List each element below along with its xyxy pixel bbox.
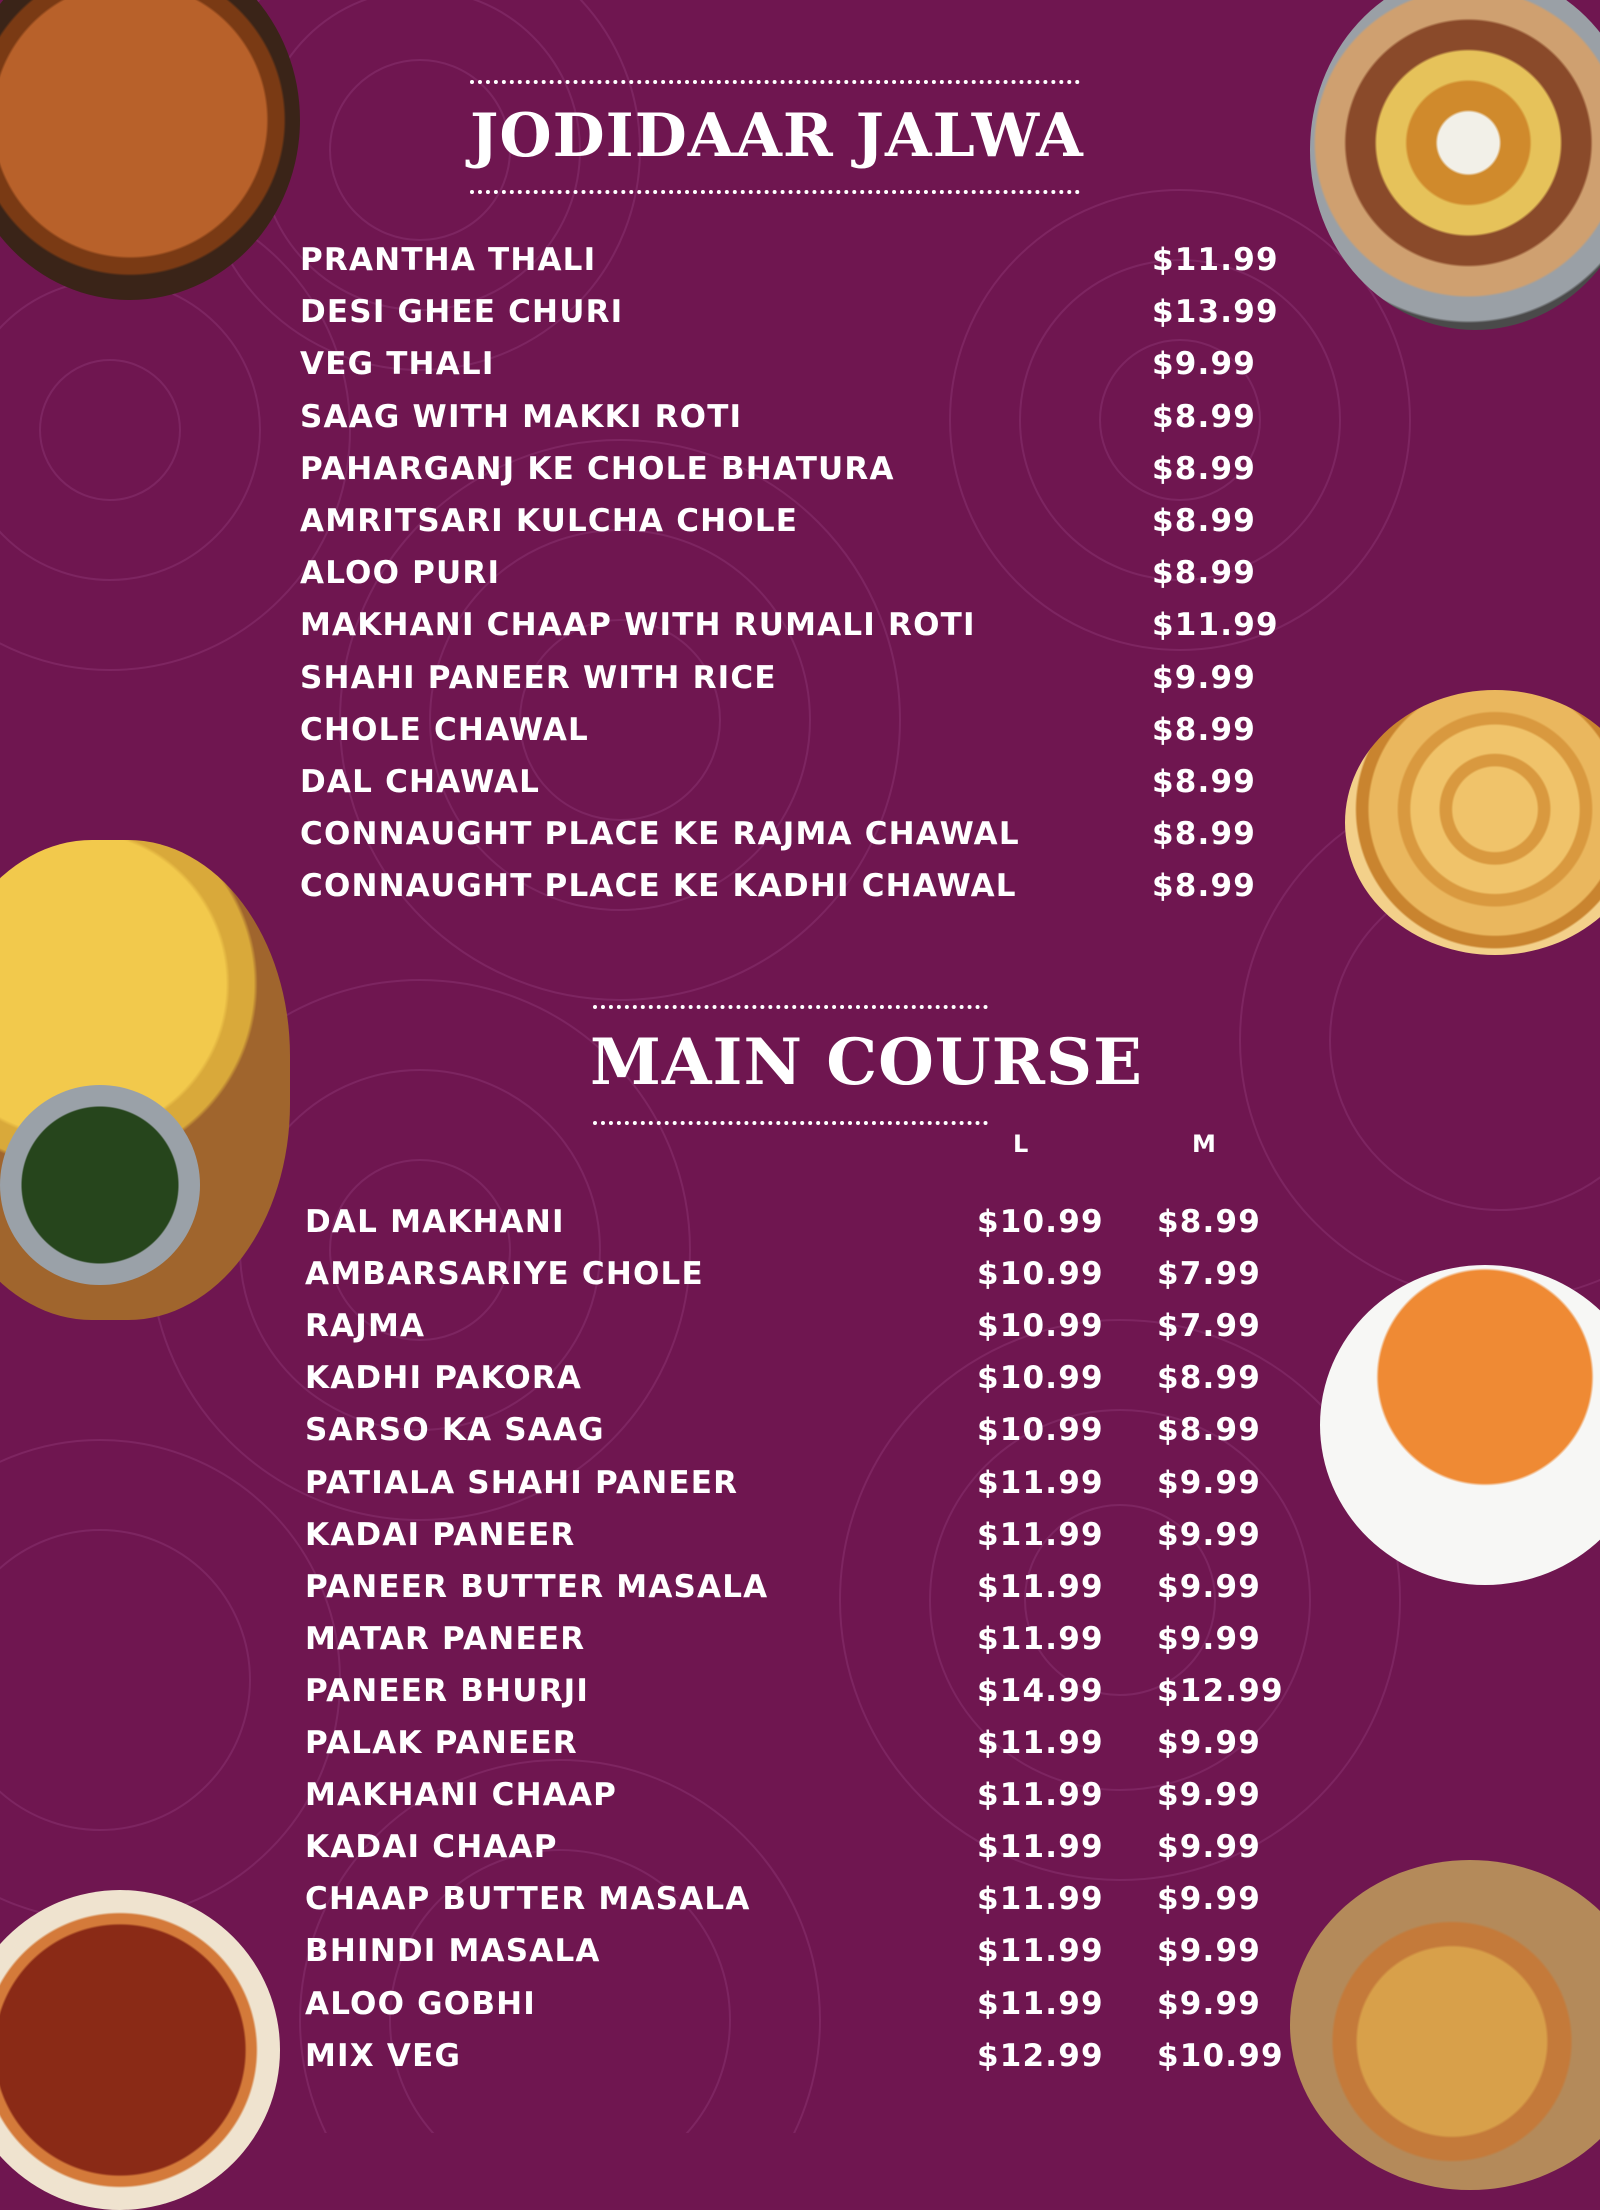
menu-item-price-large: $11.99	[977, 1568, 1104, 1605]
menu-item-price-medium: $8.99	[1157, 1204, 1262, 1240]
menu-item-price-medium: $9.99	[1157, 1777, 1262, 1814]
menu-item-name: AMRITSARI KULCHA CHOLE	[300, 503, 799, 539]
menu-item-name: VEG THALI	[300, 346, 495, 383]
menu-item-price-medium: $7.99	[1157, 1256, 1262, 1293]
menu-item-price-large: $11.99	[977, 1777, 1104, 1814]
menu-item-name: SARSO KA SAAG	[305, 1412, 605, 1449]
menu-item-name: SAAG WITH MAKKI ROTI	[300, 398, 743, 435]
menu-item-price-medium: $9.99	[1157, 1881, 1262, 1918]
dotted-divider-top	[593, 1005, 988, 1009]
section-title: JODIDAAR JALWA	[470, 101, 1084, 171]
menu-item-price: $8.99	[1152, 764, 1257, 800]
menu-item-price-medium: $9.99	[1157, 1620, 1262, 1657]
menu-item-price-medium: $9.99	[1157, 1985, 1262, 2022]
dotted-divider-bottom	[470, 190, 1080, 194]
menu-item-price: $8.99	[1152, 816, 1257, 853]
menu-item-price: $8.99	[1152, 555, 1257, 592]
main-course-list	[305, 1202, 1305, 2082]
menu-item-name: PANEER BUTTER MASALA	[305, 1568, 769, 1605]
thali-plate-image	[1310, 0, 1600, 330]
menu-item-name: MAKHANI CHAAP	[305, 1777, 618, 1814]
menu-item-name: RAJMA	[305, 1308, 426, 1345]
menu-item-price-large: $10.99	[977, 1412, 1104, 1449]
menu-item-price: $11.99	[1152, 242, 1279, 278]
menu-item-name: MAKHANI CHAAP WITH RUMALI ROTI	[300, 607, 976, 644]
paneer-curry-bowl-image	[1320, 1265, 1600, 1585]
menu-item-price-large: $11.99	[977, 1516, 1104, 1553]
menu-item-price-medium: $9.99	[1157, 1516, 1262, 1553]
menu-item-price: $11.99	[1152, 607, 1279, 644]
menu-item-name: CHAAP BUTTER MASALA	[305, 1881, 751, 1918]
menu-item-price: $8.99	[1152, 711, 1257, 748]
menu-item-name: KADHI PAKORA	[305, 1360, 583, 1397]
menu-item-price-large: $10.99	[977, 1360, 1104, 1397]
menu-item-price-medium: $9.99	[1157, 1725, 1262, 1761]
menu-item-price-medium: $9.99	[1157, 1829, 1262, 1866]
menu-item-price-large: $10.99	[977, 1308, 1104, 1345]
size-large-column-header: L	[1013, 1130, 1030, 1158]
menu-item-name: DAL MAKHANI	[305, 1204, 565, 1240]
menu-item-price-large: $11.99	[977, 1464, 1104, 1501]
menu-item-price-large: $11.99	[977, 1829, 1104, 1866]
menu-item-price: $8.99	[1152, 398, 1257, 435]
paratha-image	[1345, 690, 1600, 955]
jodidaar-jalwa-list	[300, 240, 1300, 920]
menu-item-price: $8.99	[1152, 868, 1257, 905]
menu-item-name: BHINDI MASALA	[305, 1933, 601, 1970]
menu-item-price: $8.99	[1152, 450, 1257, 487]
menu-item-price-medium: $8.99	[1157, 1412, 1262, 1449]
menu-item-name: AMBARSARIYE CHOLE	[305, 1256, 704, 1293]
menu-item-price: $13.99	[1152, 294, 1279, 331]
menu-item-name: SHAHI PANEER WITH RICE	[300, 659, 777, 696]
menu-item-name: MIX VEG	[305, 2037, 462, 2074]
menu-item-price-large: $11.99	[977, 1985, 1104, 2022]
menu-item-name: ALOO PURI	[300, 555, 501, 592]
menu-item-price-medium: $9.99	[1157, 1464, 1262, 1501]
menu-item-price-medium: $9.99	[1157, 1933, 1262, 1970]
menu-item-name: CONNAUGHT PLACE KE RAJMA CHAWAL	[300, 816, 1020, 853]
menu-item-price-medium: $9.99	[1157, 1568, 1262, 1605]
menu-item-name: PATIALA SHAHI PANEER	[305, 1464, 739, 1501]
menu-item-name: DAL CHAWAL	[300, 764, 541, 800]
size-medium-column-header: M	[1192, 1130, 1217, 1158]
menu-item-name: PALAK PANEER	[305, 1725, 578, 1761]
menu-item-price-large: $10.99	[977, 1204, 1104, 1240]
menu-item-price: $9.99	[1152, 659, 1257, 696]
menu-item-price-medium: $10.99	[1157, 2037, 1284, 2074]
menu-item-name: ALOO GOBHI	[305, 1985, 537, 2022]
rajma-bowl-image	[0, 1890, 280, 2210]
menu-item-price-medium: $7.99	[1157, 1308, 1262, 1345]
menu-item-price-large: $11.99	[977, 1933, 1104, 1970]
menu-item-name: DESI GHEE CHURI	[300, 294, 624, 331]
menu-item-price-medium: $8.99	[1157, 1360, 1262, 1397]
menu-item-price: $9.99	[1152, 346, 1257, 383]
menu-item-price-large: $14.99	[977, 1672, 1104, 1709]
menu-item-price-large: $11.99	[977, 1620, 1104, 1657]
saag-bowl-image	[0, 1085, 200, 1285]
menu-item-name: KADAI PANEER	[305, 1516, 576, 1553]
menu-item-price-large: $12.99	[977, 2037, 1104, 2074]
menu-item-price-large: $11.99	[977, 1725, 1104, 1761]
menu-item-name: PANEER BHURJI	[305, 1672, 590, 1709]
dotted-divider-top	[470, 80, 1080, 84]
menu-item-price-large: $11.99	[977, 1881, 1104, 1918]
dotted-divider-bottom	[593, 1121, 988, 1125]
menu-item-name: CONNAUGHT PLACE KE KADHI CHAWAL	[300, 868, 1017, 905]
menu-item-name: MATAR PANEER	[305, 1620, 586, 1657]
menu-item-price-large: $10.99	[977, 1256, 1104, 1293]
jodidaar-jalwa-header	[470, 80, 1084, 194]
menu-item-price-medium: $12.99	[1157, 1672, 1284, 1709]
main-course-header	[590, 1005, 1143, 1125]
menu-item-name: PRANTHA THALI	[300, 242, 597, 278]
menu-item-name: PAHARGANJ KE CHOLE BHATURA	[300, 450, 895, 487]
chole-bhature-image	[1290, 1860, 1600, 2190]
menu-item-price: $8.99	[1152, 503, 1257, 539]
section-title: MAIN COURSE	[590, 1025, 1143, 1100]
menu-item-name: KADAI CHAAP	[305, 1829, 558, 1866]
menu-item-name: CHOLE CHAWAL	[300, 711, 590, 748]
dal-makhani-bowl-image	[0, 0, 300, 300]
